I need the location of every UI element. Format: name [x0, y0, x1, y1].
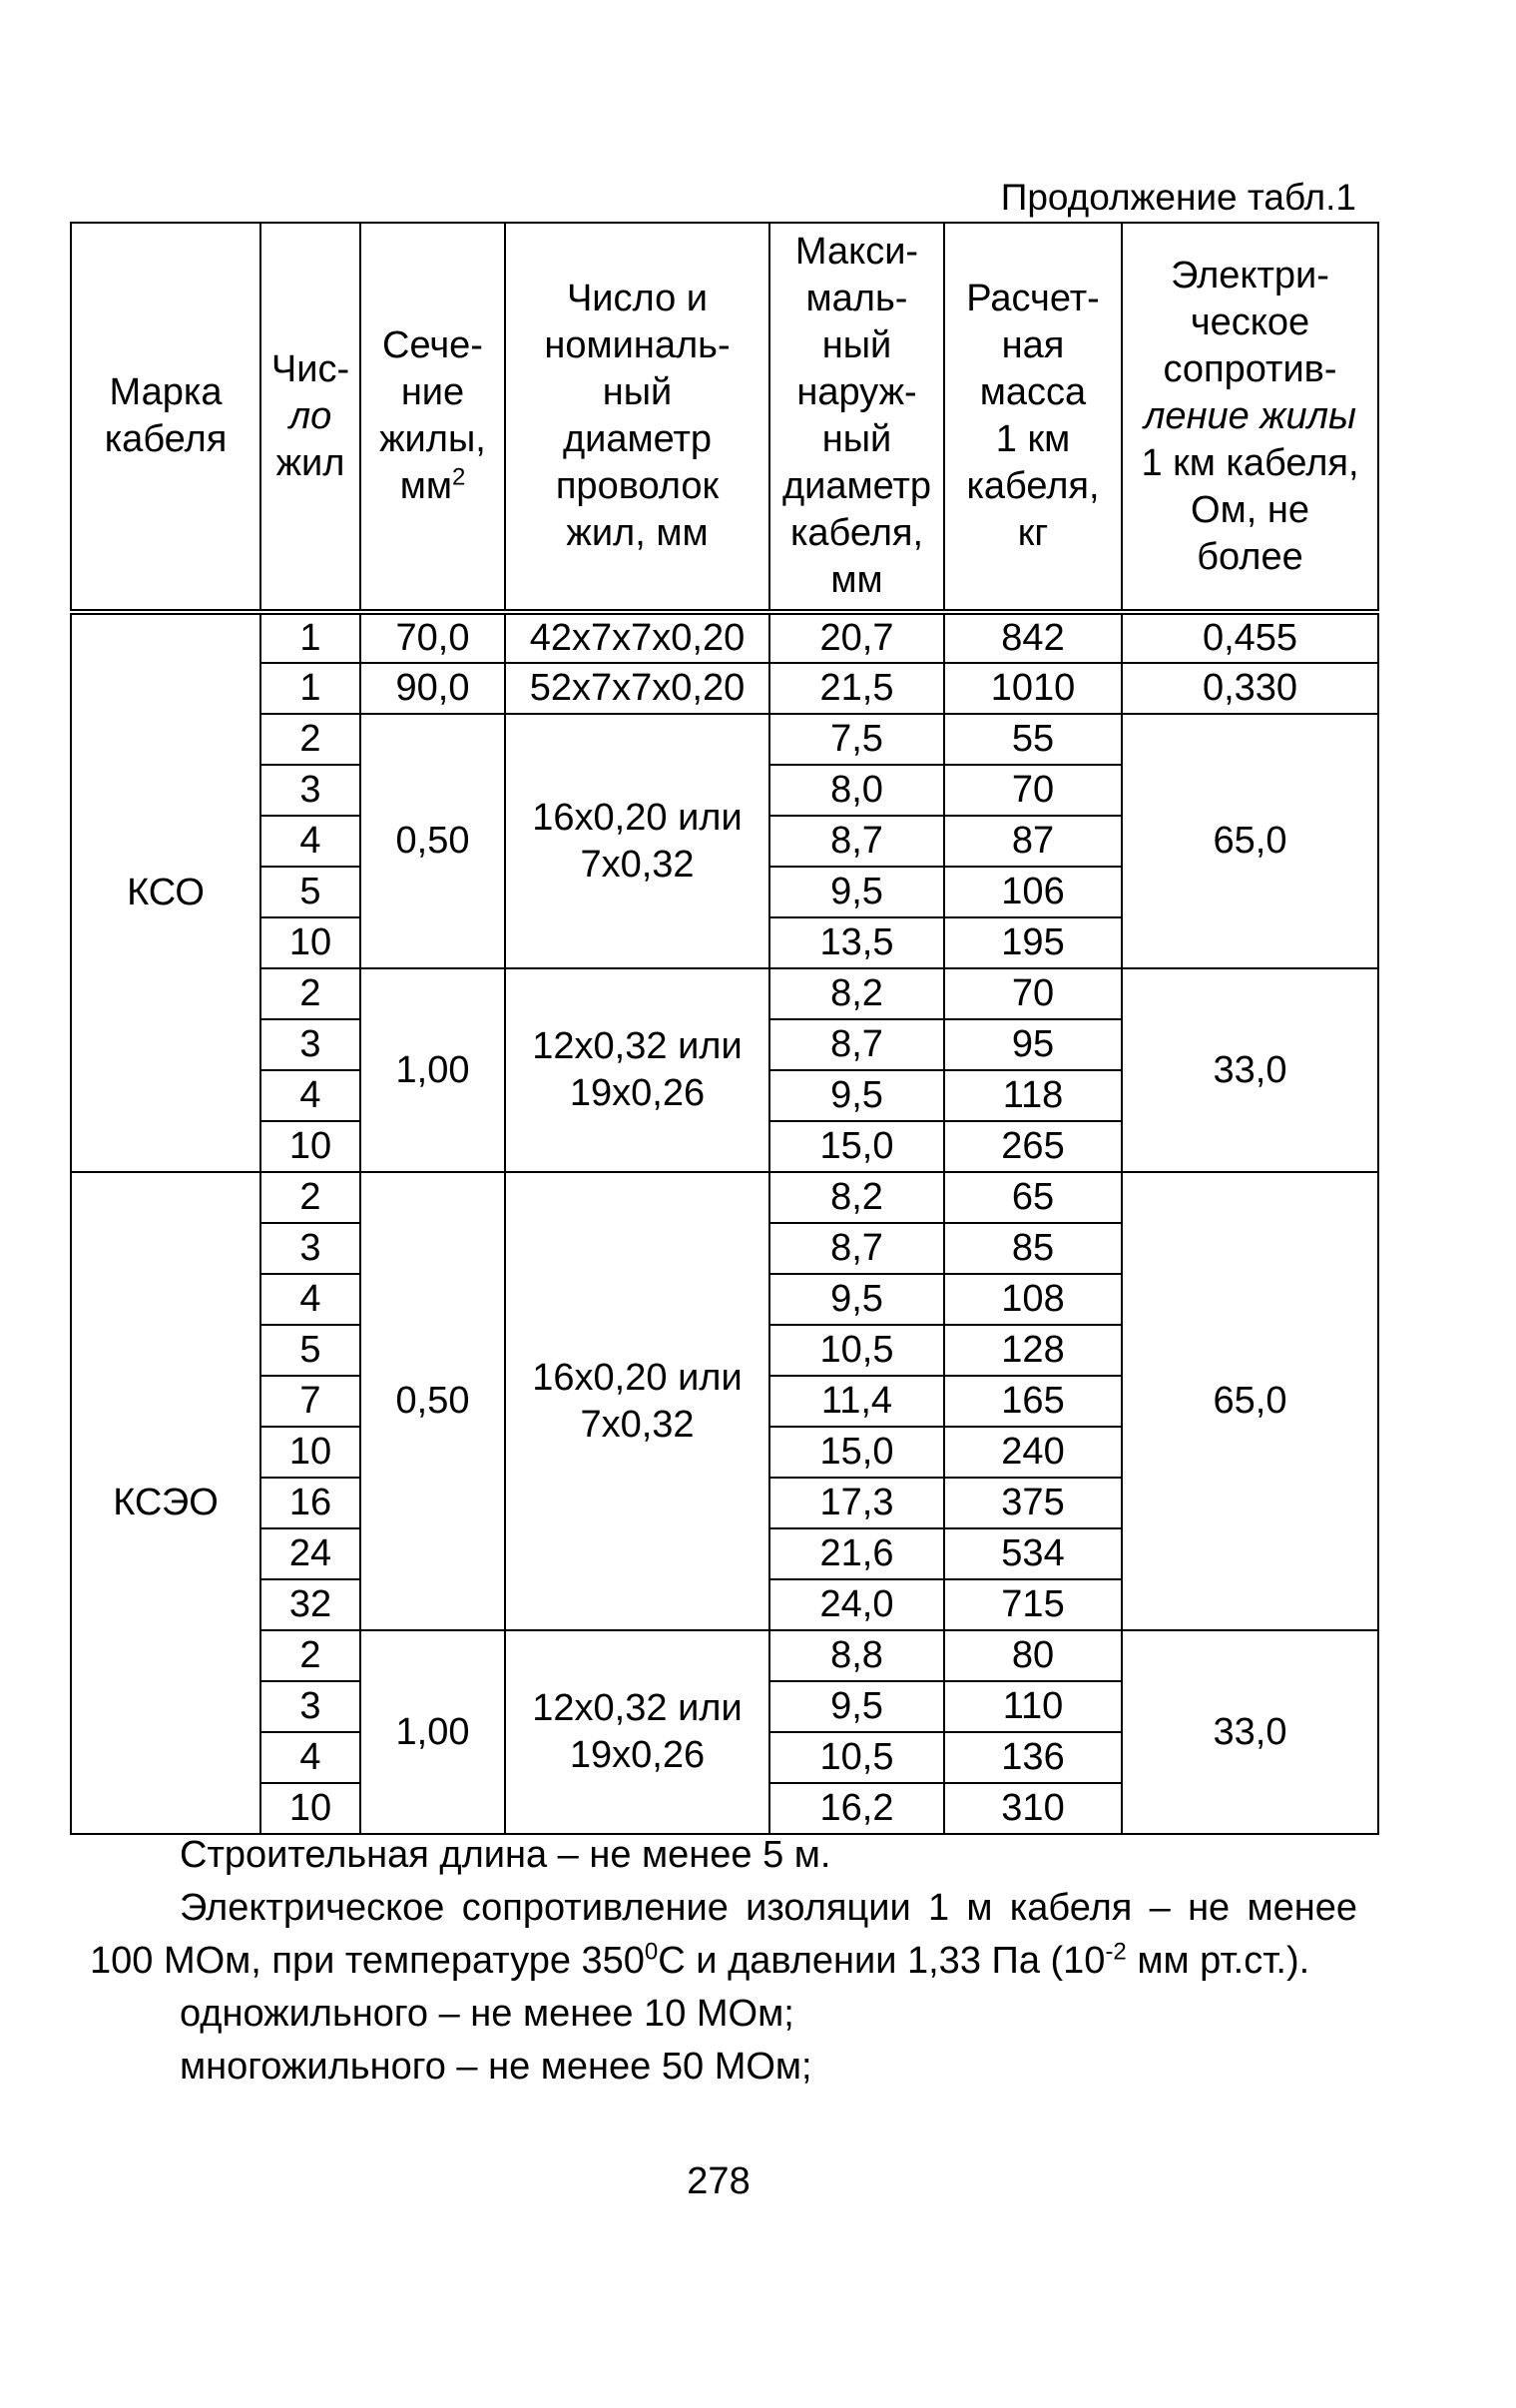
- notes: [90, 1829, 1357, 2094]
- cell-diameter: 16,2: [769, 1783, 944, 1834]
- cell-mass: 70: [944, 968, 1122, 1019]
- cell-mass: 118: [944, 1070, 1122, 1121]
- cell-mass: 1010: [944, 663, 1122, 714]
- cell-wires: 42х7х7х0,20: [505, 612, 769, 663]
- header-mark: Марка кабеля: [71, 223, 260, 612]
- cell-cores: 10: [260, 917, 360, 968]
- header-section: Сече- ние жилы, $мм^2$: [360, 223, 505, 612]
- cell-mass: 375: [944, 1478, 1122, 1528]
- cell-diameter: 8,2: [769, 1172, 944, 1223]
- cell-mass: 70: [944, 765, 1122, 816]
- cell-mass: 110: [944, 1681, 1122, 1732]
- cell-mass: 80: [944, 1630, 1122, 1681]
- cell-cores: 10: [260, 1121, 360, 1172]
- cell-cores: 1: [260, 612, 360, 663]
- cell-mass: 715: [944, 1579, 1122, 1630]
- cell-mass: 310: [944, 1783, 1122, 1834]
- cell-diameter: 8,7: [769, 1223, 944, 1274]
- cell-cores: 2: [260, 1172, 360, 1223]
- cable-table: [70, 222, 1379, 1835]
- cell-diameter: 20,7: [769, 612, 944, 663]
- cell-diameter: 8,2: [769, 968, 944, 1019]
- cell-resistance-merged: 33,0: [1122, 968, 1378, 1172]
- cell-section: 90,0: [360, 663, 505, 714]
- table-row: [71, 1630, 1378, 1681]
- header-wires: Число и номиналь- ный диаметр проволок жил, мм: [505, 223, 769, 612]
- cell-wires-merged: 16х0,20 или 7х0,32: [505, 714, 769, 968]
- table-row: [71, 663, 1378, 714]
- cell-cores: 2: [260, 968, 360, 1019]
- group-kso: КСО: [71, 612, 260, 1172]
- cell-diameter: 15,0: [769, 1121, 944, 1172]
- cell-diameter: 8,8: [769, 1630, 944, 1681]
- cell-diameter: 10,5: [769, 1325, 944, 1376]
- cell-resistance-merged: 65,0: [1122, 714, 1378, 968]
- cell-cores: 10: [260, 1783, 360, 1834]
- note-length: Строительная длина – не менее 5 м.: [180, 1834, 831, 1876]
- cell-diameter: 9,5: [769, 867, 944, 917]
- table-row: [71, 1172, 1378, 1223]
- cell-mass: 65: [944, 1172, 1122, 1223]
- cell-mass: 136: [944, 1732, 1122, 1783]
- cell-cores: 3: [260, 765, 360, 816]
- cell-cores: 1: [260, 663, 360, 714]
- cell-resistance-merged: 65,0: [1122, 1172, 1378, 1630]
- note-single-core: одножильного – не менее 10 МОм;: [180, 1993, 794, 2035]
- cell-diameter: 8,0: [769, 765, 944, 816]
- cell-wires: 52х7х7х0,20: [505, 663, 769, 714]
- cell-resistance-merged: 33,0: [1122, 1630, 1378, 1834]
- cell-wires-merged: 16х0,20 или 7х0,32: [505, 1172, 769, 1630]
- cell-mass: 842: [944, 612, 1122, 663]
- cell-mass: 95: [944, 1019, 1122, 1070]
- cell-cores: 4: [260, 1274, 360, 1325]
- header-mass: Расчет- ная масса 1 км кабеля, кг: [944, 223, 1122, 612]
- cell-diameter: 11,4: [769, 1376, 944, 1427]
- cell-mass: 265: [944, 1121, 1122, 1172]
- cell-cores: 2: [260, 714, 360, 765]
- cell-cores: 3: [260, 1681, 360, 1732]
- cell-mass: 534: [944, 1528, 1122, 1579]
- cell-resistance: 0,330: [1122, 663, 1378, 714]
- cell-mass: 106: [944, 867, 1122, 917]
- cell-mass: 240: [944, 1427, 1122, 1478]
- cell-mass: 87: [944, 816, 1122, 867]
- cell-diameter: 21,5: [769, 663, 944, 714]
- cell-section-merged: 1,00: [360, 968, 505, 1172]
- cell-cores: 4: [260, 816, 360, 867]
- cell-resistance: 0,455: [1122, 612, 1378, 663]
- cell-section: 70,0: [360, 612, 505, 663]
- cell-diameter: 8,7: [769, 816, 944, 867]
- header-row: [71, 223, 1378, 612]
- cell-mass: 165: [944, 1376, 1122, 1427]
- cell-cores: 24: [260, 1528, 360, 1579]
- cell-mass: 85: [944, 1223, 1122, 1274]
- cell-cores: 32: [260, 1579, 360, 1630]
- cell-wires-merged: 12х0,32 или 19х0,26: [505, 1630, 769, 1834]
- table-row: [71, 968, 1378, 1019]
- cell-mass: 55: [944, 714, 1122, 765]
- cell-cores: 5: [260, 867, 360, 917]
- header-diameter: Макси- маль- ный наруж- ный диаметр кабеля, мм: [769, 223, 944, 612]
- cell-cores: 3: [260, 1223, 360, 1274]
- cell-cores: 3: [260, 1019, 360, 1070]
- cell-cores: 2: [260, 1630, 360, 1681]
- header-cores: Чис- ло жил: [260, 223, 360, 612]
- cell-cores: 5: [260, 1325, 360, 1376]
- note-multi-core: многожильного – не менее 50 МОм;: [180, 2046, 812, 2088]
- cell-mass: 195: [944, 917, 1122, 968]
- cell-diameter: 9,5: [769, 1274, 944, 1325]
- table-caption: Продолжение табл.1: [1000, 177, 1356, 218]
- cell-diameter: 7,5: [769, 714, 944, 765]
- cell-section-merged: 0,50: [360, 1172, 505, 1630]
- cell-diameter: 9,5: [769, 1070, 944, 1121]
- cell-diameter: 13,5: [769, 917, 944, 968]
- cell-wires-merged: 12х0,32 или 19х0,26: [505, 968, 769, 1172]
- table-row: [71, 714, 1378, 765]
- cell-diameter: 24,0: [769, 1579, 944, 1630]
- page-number: 278: [687, 2160, 751, 2202]
- cell-diameter: 8,7: [769, 1019, 944, 1070]
- cell-diameter: 10,5: [769, 1732, 944, 1783]
- cell-cores: 10: [260, 1427, 360, 1478]
- note-insulation: Электрическое сопротивление изоляции 1 м кабеля – не менее 100 МОм, при температуре $350^0С$ и давлении 1,33 Па ($10^{-2}$ мм рт.ст.).: [90, 1887, 1357, 1982]
- cell-diameter: 9,5: [769, 1681, 944, 1732]
- cell-diameter: 21,6: [769, 1528, 944, 1579]
- cell-cores: 4: [260, 1732, 360, 1783]
- cell-mass: 128: [944, 1325, 1122, 1376]
- group-kseo: КСЭО: [71, 1172, 260, 1834]
- table-row: [71, 612, 1378, 663]
- cell-mass: 108: [944, 1274, 1122, 1325]
- cell-section-merged: 0,50: [360, 714, 505, 968]
- header-resistance: Электри- ческое сопротив- ление жилы 1 км кабеля, Ом, не более: [1122, 223, 1378, 612]
- cell-diameter: 15,0: [769, 1427, 944, 1478]
- cell-cores: 16: [260, 1478, 360, 1528]
- cell-cores: 7: [260, 1376, 360, 1427]
- cell-diameter: 17,3: [769, 1478, 944, 1528]
- cell-cores: 4: [260, 1070, 360, 1121]
- cell-section-merged: 1,00: [360, 1630, 505, 1834]
